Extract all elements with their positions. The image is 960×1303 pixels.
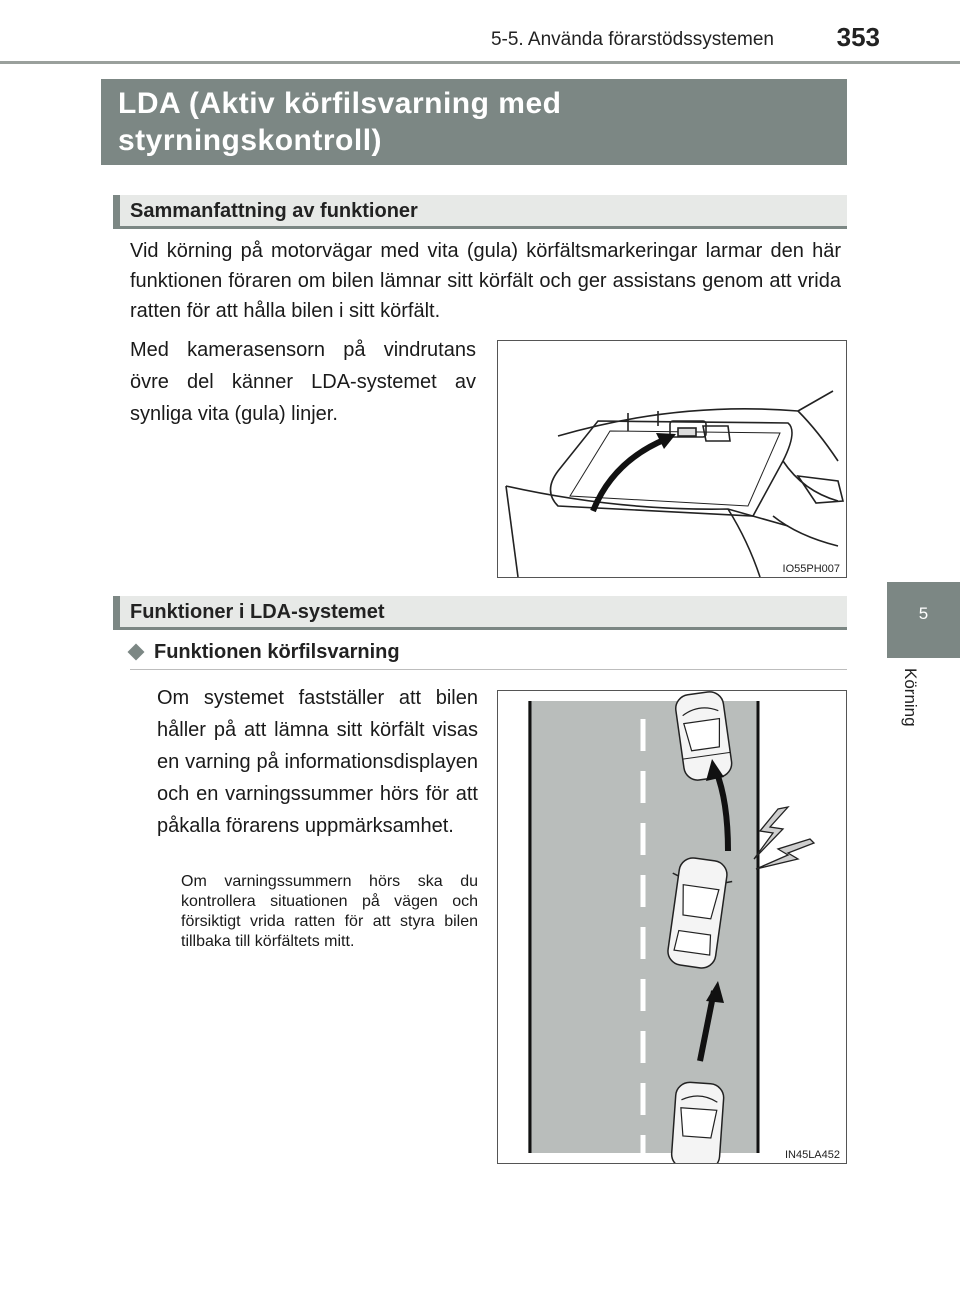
functions-heading-text: Funktioner i LDA-systemet — [130, 601, 385, 623]
windshield-figure — [497, 340, 847, 578]
lane-warning-heading-text: Funktionen körfilsvarning — [154, 641, 400, 663]
summary-heading — [113, 195, 847, 229]
section-title: 5-5. Använda förarstödssystemen — [490, 29, 774, 50]
summary-heading-text: Sammanfattning av funktioner — [130, 200, 418, 222]
chapter-name: Körning — [901, 668, 920, 727]
chapter-tab — [887, 582, 960, 658]
lane-warning-body: Om systemet fastställer att bilen håller på att lämna sitt körfält visas en varning på informationsdisplayen och en varningssummer hörs för att påkalla förarens uppmärksamhet. — [157, 687, 478, 837]
header-rule — [0, 61, 960, 64]
lane-departure-figure — [497, 690, 847, 1164]
title-block — [101, 79, 847, 165]
page-heading-line-2: styrningskontroll) — [118, 124, 383, 157]
sub-heading-rule — [130, 669, 847, 670]
summary-intro: Vid körning på motorvägar med vita (gula) körfältsmarkeringar larmar den här funktionen föraren om bilen lämnar sitt körfält och ger assistans genom att vrida ratten för att hålla bilen i sitt körfält. — [130, 240, 841, 322]
warning-bolt-icon — [754, 807, 814, 869]
lane-warning-note: Om varningssummern hörs ska du kontrollera situationen på vägen och försiktigt vrida ratten för att styra bilen tillbaka till körfältets mitt. — [181, 873, 478, 950]
figure-code-2: IN45LA452 — [782, 1149, 843, 1161]
chapter-number: 5 — [918, 604, 929, 623]
figure-code-1: IO55PH007 — [780, 563, 843, 575]
car-bottom-icon — [671, 1081, 725, 1163]
lane-departure-illustration — [498, 691, 846, 1163]
windshield-illustration — [498, 341, 846, 577]
diamond-bullet-icon — [128, 644, 145, 661]
page-heading — [118, 85, 818, 159]
lane-warning-heading — [130, 641, 400, 664]
camera-text: Med kamerasensorn på vindrutans övre del känner LDA-systemet av synliga vita (gula) linjer. — [130, 339, 476, 425]
page-heading-line-1: LDA (Aktiv körfilsvarning med — [118, 87, 562, 120]
functions-heading — [113, 596, 847, 630]
page-number: 353 — [836, 22, 880, 52]
